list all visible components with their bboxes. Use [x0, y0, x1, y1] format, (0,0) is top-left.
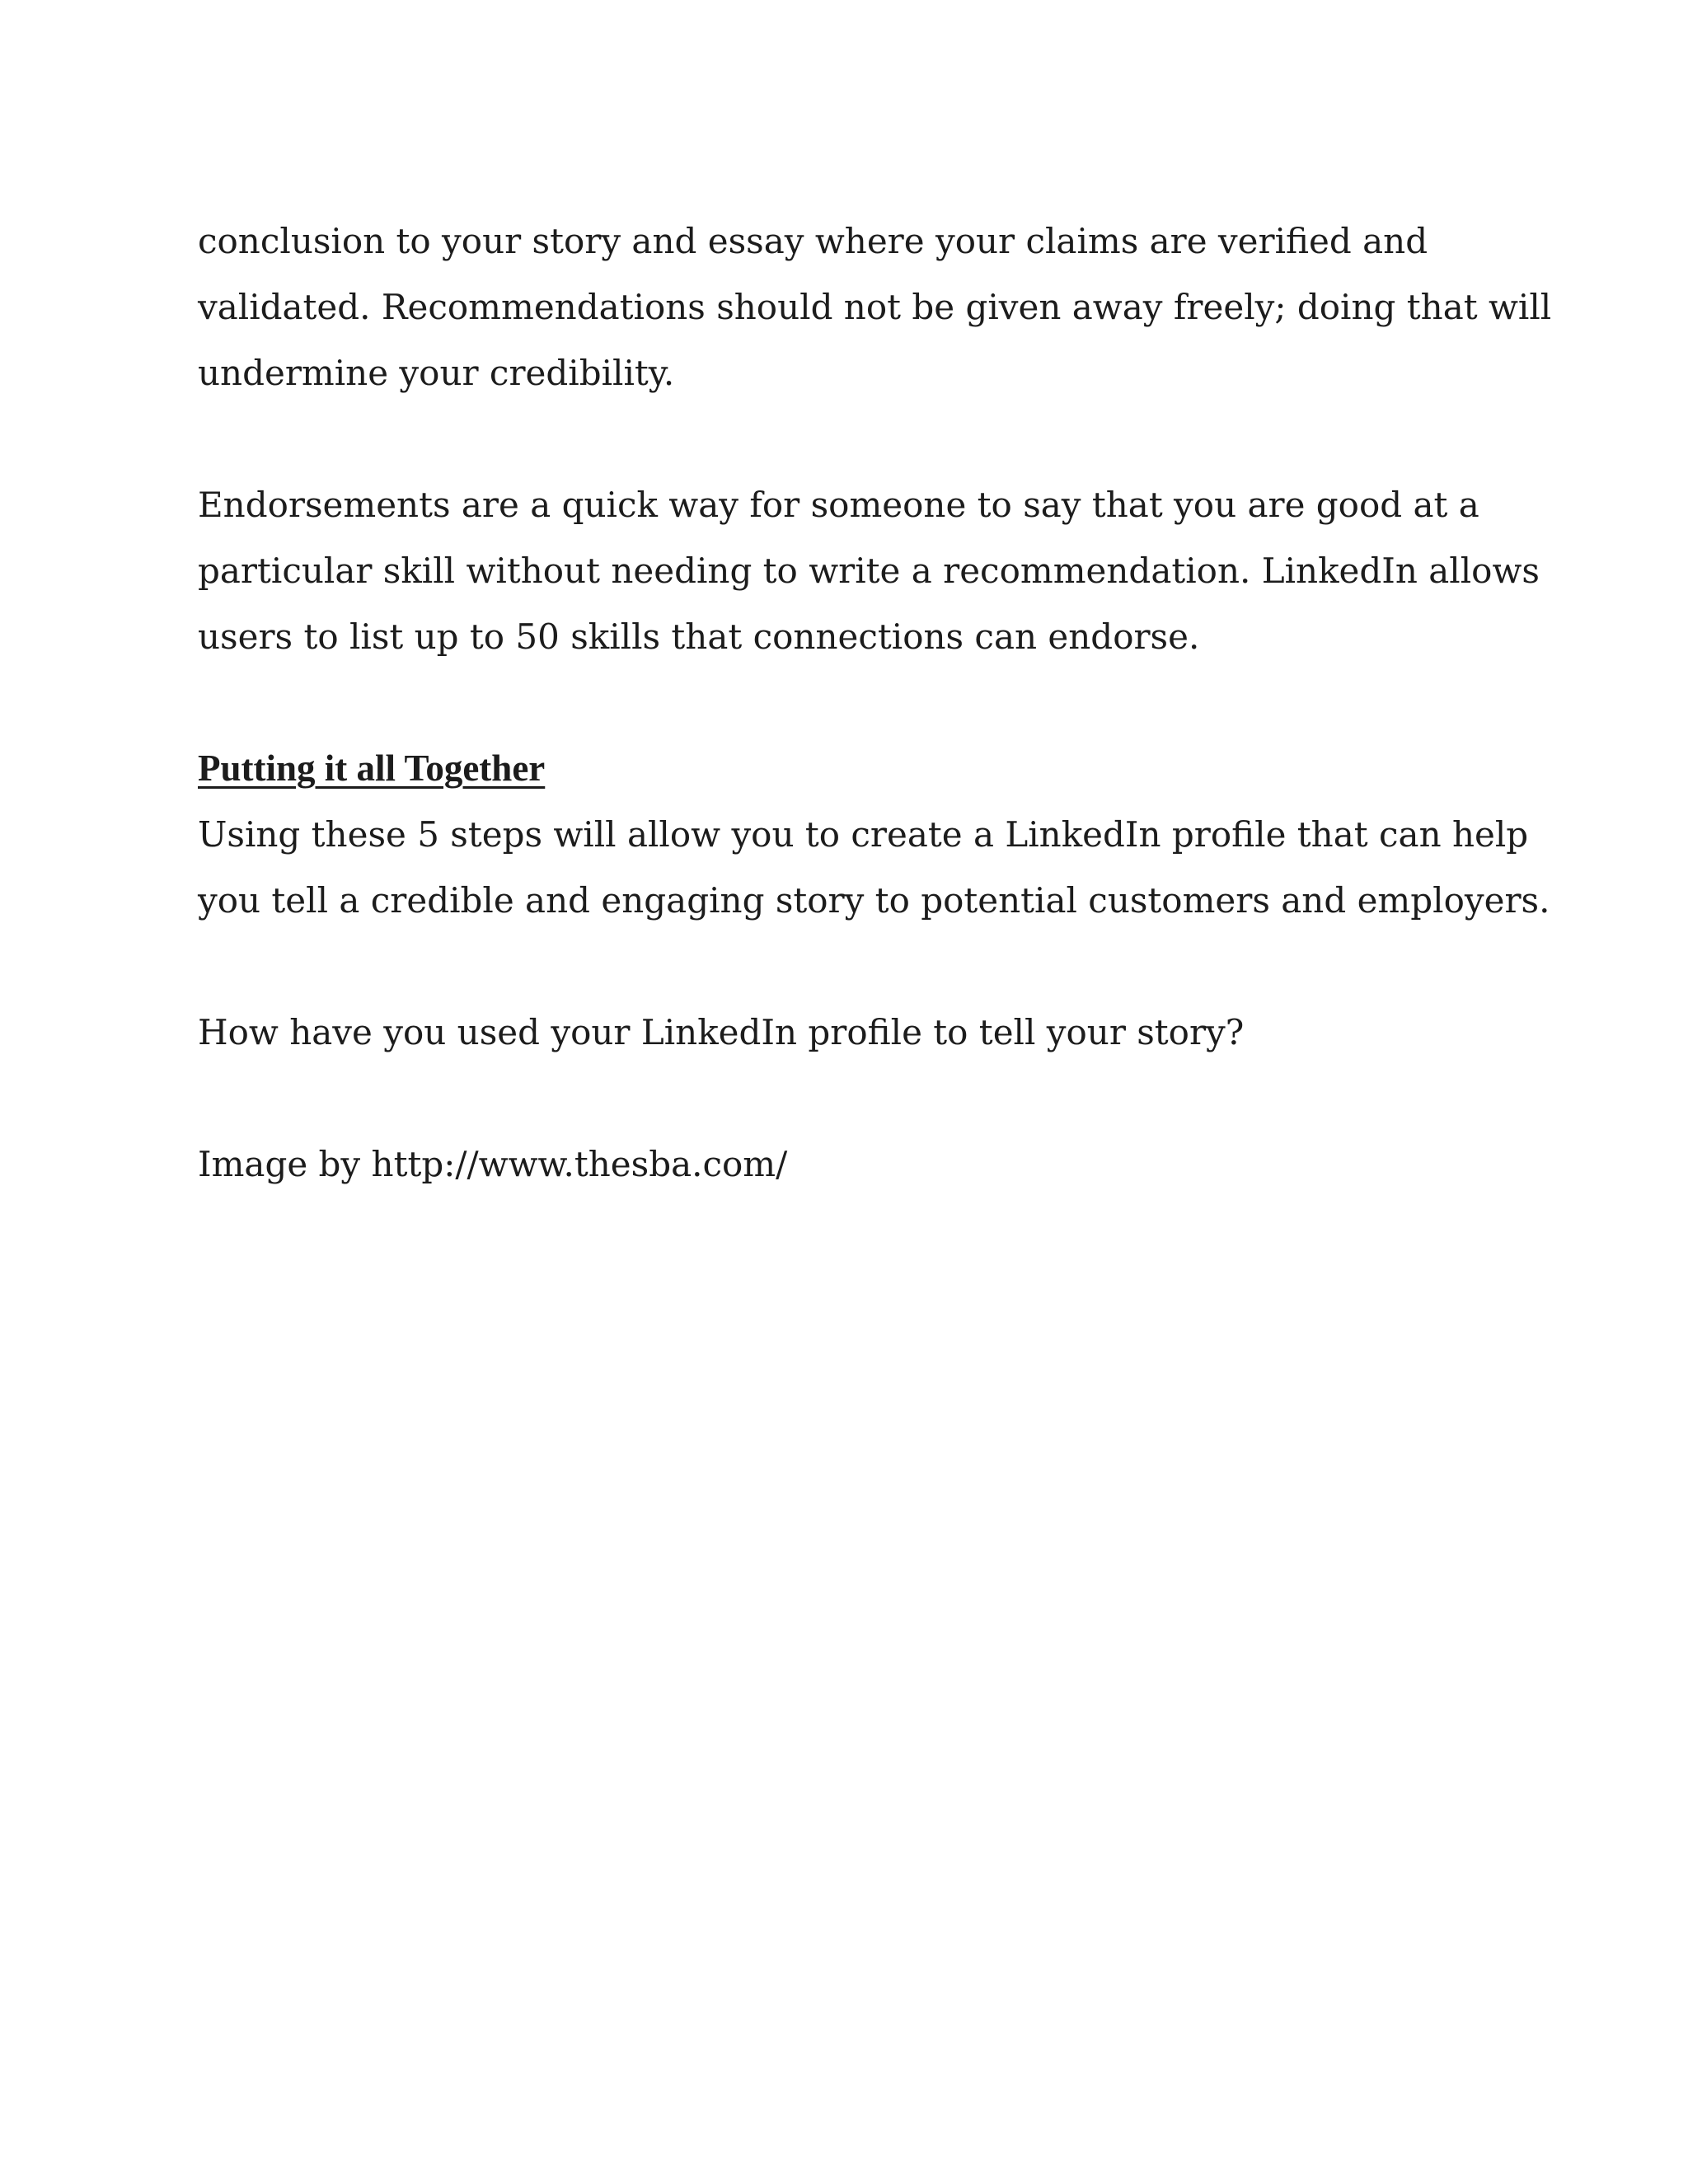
- image-credit: Image by http://www.thesba.com/: [198, 1144, 788, 1184]
- paragraph-line: validated. Recommendations should not be given away freely; doing that will: [198, 287, 1552, 327]
- section-heading: Putting it all Together: [198, 748, 546, 789]
- paragraph-line: Endorsements are a quick way for someone to say that you are good at a: [198, 485, 1479, 525]
- paragraph-line: you tell a credible and engaging story to potential customers and employers.: [198, 880, 1550, 921]
- paragraph-line: Using these 5 steps will allow you to create a LinkedIn profile that can help: [198, 814, 1529, 855]
- paragraph-line: conclusion to your story and essay where your claims are verified and: [198, 221, 1428, 261]
- closing-question: How have you used your LinkedIn profile to tell your story?: [198, 1012, 1245, 1052]
- paragraph-line: users to list up to 50 skills that connections can endorse.: [198, 616, 1200, 657]
- paragraph-line: particular skill without needing to write a recommendation. LinkedIn allows: [198, 551, 1540, 591]
- paragraph-line: undermine your credibility.: [198, 353, 675, 393]
